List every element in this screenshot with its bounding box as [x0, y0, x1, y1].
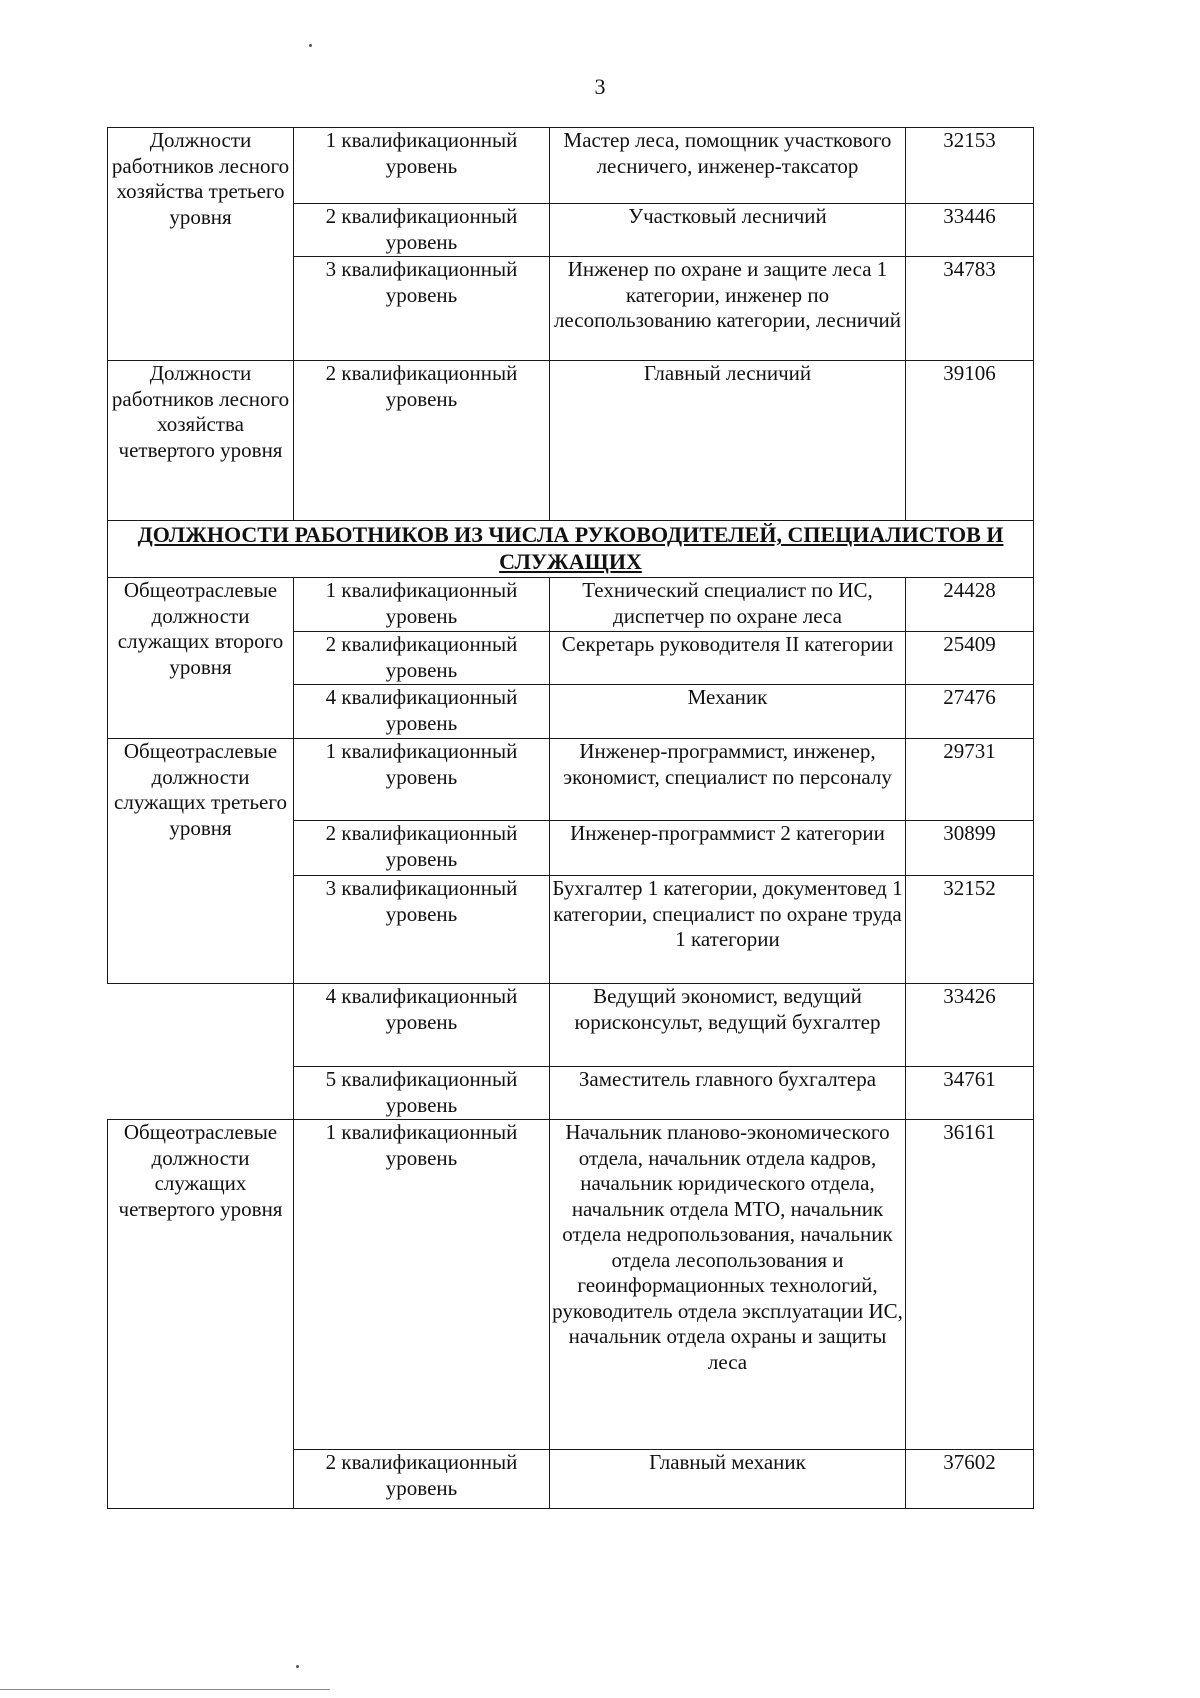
- salary-cell: 24428: [906, 578, 1034, 632]
- positions-cell: Инженер-программист, инженер, экономист, специалист по персоналу: [550, 739, 906, 821]
- level-cell: 2 квалификационный уровень: [294, 821, 550, 876]
- level-cell: 2 квалификационный уровень: [294, 361, 550, 521]
- positions-cell: Технический специалист по ИС, диспетчер по охране леса: [550, 578, 906, 632]
- salary-cell: 34761: [906, 1067, 1034, 1120]
- level-cell: 1 квалификационный уровень: [294, 578, 550, 632]
- positions-cell: Участковый лесничий: [550, 204, 906, 257]
- level-cell: 3 квалификационный уровень: [294, 876, 550, 984]
- empty-group-cell: [108, 984, 294, 1120]
- positions-cell: Секретарь руководителя II категории: [550, 632, 906, 685]
- salary-cell: 33446: [906, 204, 1034, 257]
- salary-cell: 39106: [906, 361, 1034, 521]
- positions-cell: Инженер-программист 2 категории: [550, 821, 906, 876]
- salary-cell: 25409: [906, 632, 1034, 685]
- level-cell: 4 квалификационный уровень: [294, 685, 550, 739]
- group-cell: Должности работников лесного хозяйства четвертого уровня: [108, 361, 294, 521]
- group-cell: Общеотраслевые должности служащих второго уровня: [108, 578, 294, 739]
- level-cell: 1 квалификационный уровень: [294, 739, 550, 821]
- group-cell: Общеотраслевые должности служащих третьего уровня: [108, 739, 294, 984]
- level-cell: 3 квалификационный уровень: [294, 257, 550, 361]
- salary-cell: 32153: [906, 128, 1034, 204]
- table-row: [108, 984, 1034, 1067]
- positions-cell: Главный лесничий: [550, 361, 906, 521]
- positions-cell: Главный механик: [550, 1450, 906, 1509]
- salary-cell: 34783: [906, 257, 1034, 361]
- salary-cell: 30899: [906, 821, 1034, 876]
- table-row: [108, 361, 1034, 521]
- salary-table: [107, 127, 1034, 1509]
- salary-cell: 37602: [906, 1450, 1034, 1509]
- table-row: [108, 739, 1034, 821]
- level-cell: 1 квалификационный уровень: [294, 128, 550, 204]
- positions-cell: Бухгалтер 1 категории, документовед 1 категории, специалист по охране труда 1 категории: [550, 876, 906, 984]
- salary-cell: 27476: [906, 685, 1034, 739]
- positions-cell: Мастер леса, помощник участкового лесничего, инженер-таксатор: [550, 128, 906, 204]
- level-cell: 2 квалификационный уровень: [294, 632, 550, 685]
- level-cell: 2 квалификационный уровень: [294, 204, 550, 257]
- level-cell: 2 квалификационный уровень: [294, 1450, 550, 1509]
- scan-speck: [296, 1665, 299, 1668]
- salary-cell: 32152: [906, 876, 1034, 984]
- group-cell: Общеотраслевые должности служащих четвертого уровня: [108, 1120, 294, 1509]
- scan-speck: [309, 44, 312, 47]
- salary-cell: 33426: [906, 984, 1034, 1067]
- level-cell: 1 квалификационный уровень: [294, 1120, 550, 1450]
- positions-cell: Механик: [550, 685, 906, 739]
- section-heading-row: [108, 521, 1034, 578]
- table-row: [108, 1120, 1034, 1450]
- salary-cell: 29731: [906, 739, 1034, 821]
- section-heading: ДОЛЖНОСТИ РАБОТНИКОВ ИЗ ЧИСЛА РУКОВОДИТЕЛЕЙ, СПЕЦИАЛИСТОВ И СЛУЖАЩИХ: [108, 521, 1034, 578]
- scan-edge-line: [0, 1689, 330, 1690]
- positions-cell: Заместитель главного бухгалтера: [550, 1067, 906, 1120]
- page-number: 3: [594, 74, 606, 99]
- table-row: [108, 128, 1034, 204]
- salary-cell: 36161: [906, 1120, 1034, 1450]
- level-cell: 4 квалификационный уровень: [294, 984, 550, 1067]
- table-row: [108, 578, 1034, 632]
- group-cell: Должности работников лесного хозяйства третьего уровня: [108, 128, 294, 361]
- positions-cell: Ведущий экономист, ведущий юрисконсульт, ведущий бухгалтер: [550, 984, 906, 1067]
- positions-cell: Начальник планово-экономического отдела, начальник отдела кадров, начальник юридического отдела, начальник отдела МТО, начальник отдела недропользования, начальник отдела лесопользования и геоинформационных технологий, руководитель отдела эксплуатации ИС, начальник отдела охраны и защиты леса: [550, 1120, 906, 1450]
- positions-cell: Инженер по охране и защите леса 1 категории, инженер по лесопользованию категории, лесничий: [550, 257, 906, 361]
- level-cell: 5 квалификационный уровень: [294, 1067, 550, 1120]
